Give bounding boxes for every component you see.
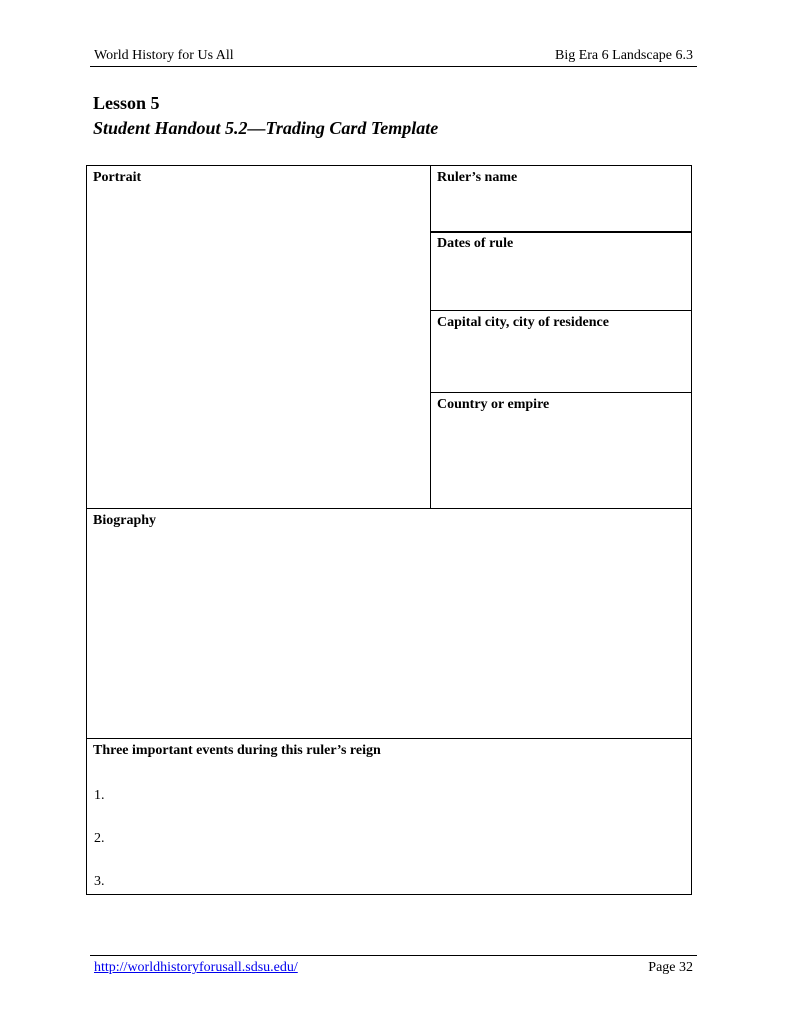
ruler-name-cell <box>430 165 692 231</box>
capital-cell <box>430 310 692 392</box>
events-label: Three important events during this ruler’s reign <box>93 743 381 758</box>
site-url-link[interactable]: http://worldhistoryforusall.sdsu.edu/ <box>94 960 298 975</box>
country-cell <box>430 392 692 508</box>
page-number: Page 32 <box>648 960 693 975</box>
trading-card-template <box>86 165 692 895</box>
event-item-1: 1. <box>94 788 105 803</box>
dates-cell <box>430 231 692 310</box>
event-item-3: 3. <box>94 874 105 889</box>
biography-cell <box>86 508 692 738</box>
lesson-title: Lesson 5 <box>93 93 160 113</box>
portrait-label: Portrait <box>93 170 142 185</box>
biography-label: Biography <box>93 513 157 528</box>
event-item-2: 2. <box>94 831 105 846</box>
country-label: Country or empire <box>437 397 550 412</box>
handout-title: Student Handout 5.2—Trading Card Template <box>93 118 439 138</box>
page-footer <box>90 955 697 980</box>
portrait-cell <box>86 165 430 508</box>
events-cell <box>86 738 692 895</box>
dates-label: Dates of rule <box>437 236 514 251</box>
header-landscape-label: Big Era 6 Landscape 6.3 <box>554 48 693 63</box>
capital-label: Capital city, city of residence <box>437 315 609 330</box>
ruler-name-label: Ruler’s name <box>437 170 518 185</box>
header-series-title: World History for Us All <box>94 48 234 63</box>
page-header <box>90 48 697 67</box>
